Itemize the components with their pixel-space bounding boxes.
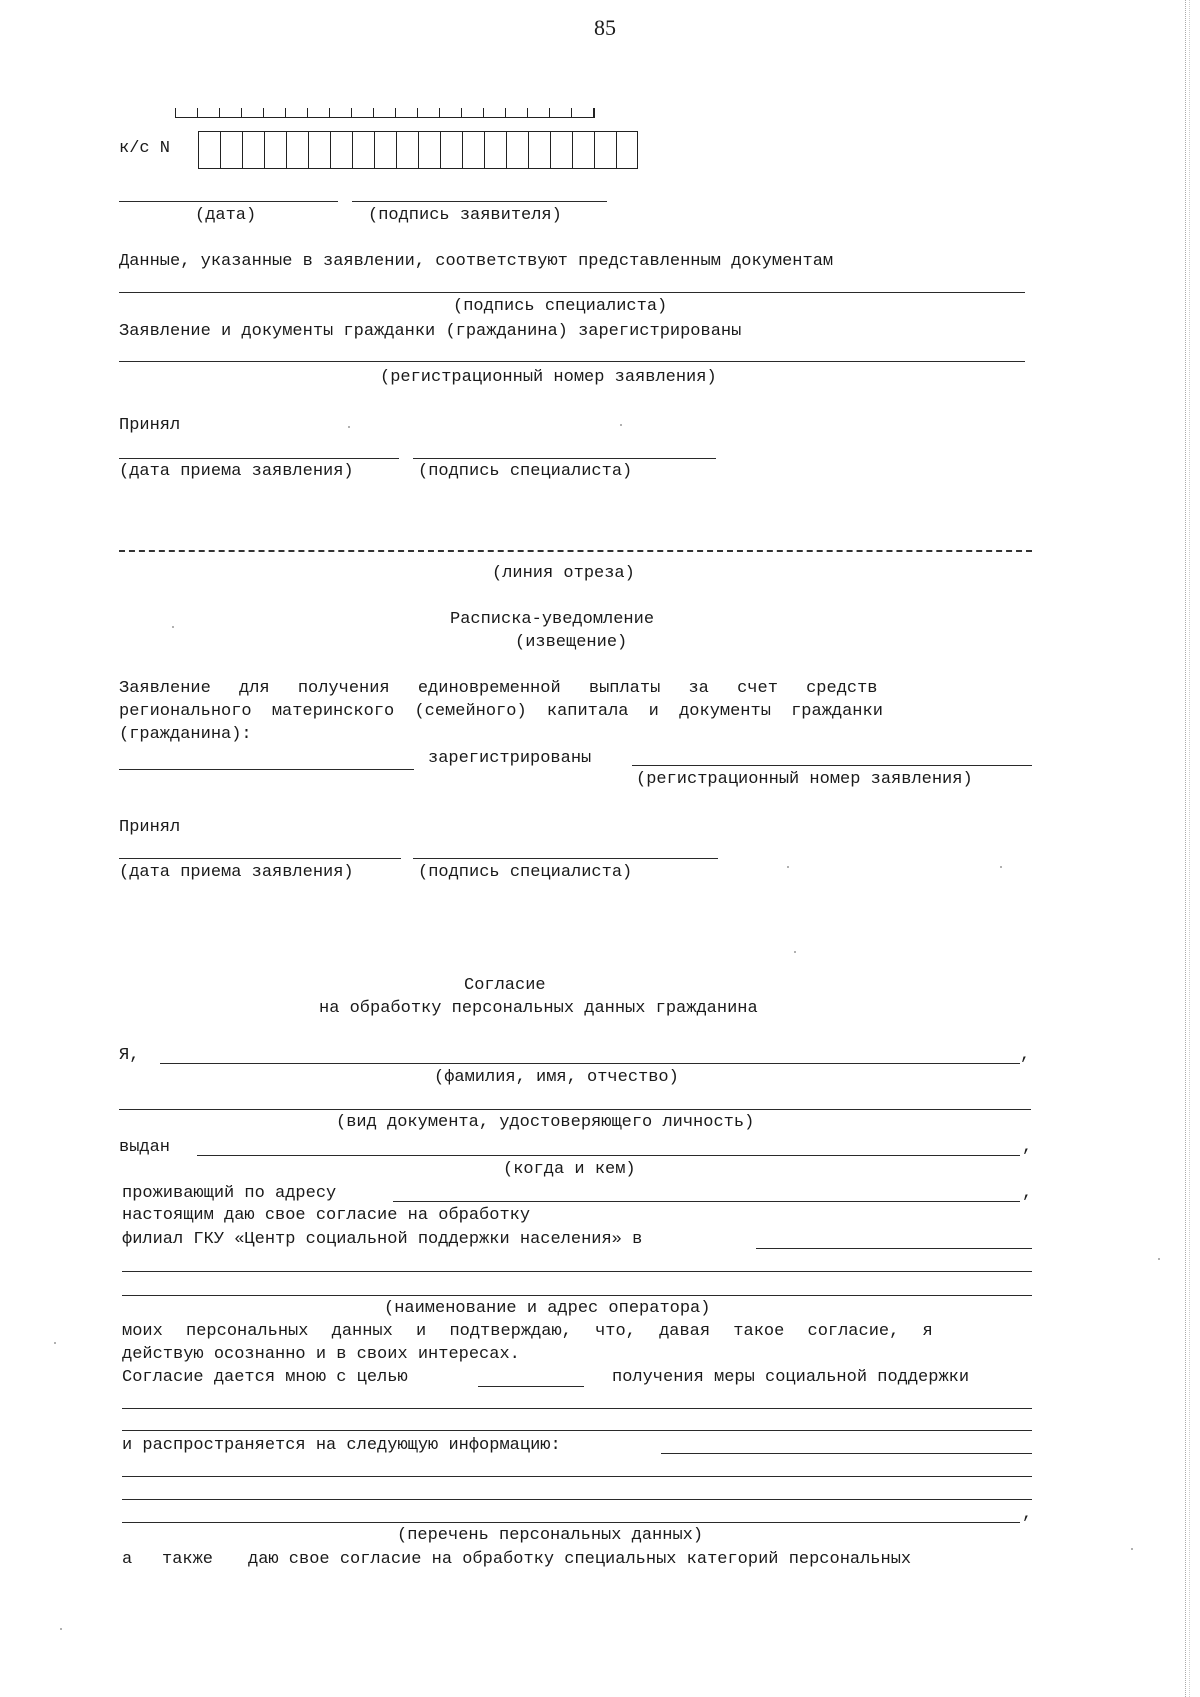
address-label: проживающий по адресу — [122, 1184, 337, 1203]
issued-caption: (когда и кем) — [503, 1160, 636, 1179]
document-caption: (вид документа, удостоверяющего личность) — [336, 1113, 755, 1132]
scan-speck — [1158, 1258, 1160, 1260]
goal-line-1[interactable] — [122, 1408, 1032, 1409]
receipt-line-2: регионального материнского (семейного) капитала и документы гражданки — [119, 702, 883, 721]
fio-comma: , — [1020, 1046, 1031, 1065]
scan-edge — [1185, 0, 1190, 1697]
consent-subtitle: на обработку персональных данных гражданина — [319, 999, 758, 1018]
accept-2-signature-line[interactable] — [413, 858, 718, 859]
last-line-a: а — [122, 1550, 133, 1569]
branch-text: филиал ГКУ «Центр социальной поддержки населения» в — [122, 1230, 643, 1249]
registration-number-caption: (регистрационный номер заявления) — [380, 368, 717, 387]
receipt-title: Расписка-уведомление — [450, 610, 655, 629]
address-comma: , — [1022, 1184, 1033, 1203]
applicant-signature-line[interactable] — [352, 201, 607, 202]
extends-line[interactable] — [661, 1453, 1032, 1454]
consent-para-2: действую осознанно и в своих интересах. — [122, 1345, 520, 1364]
info-line-1[interactable] — [122, 1476, 1032, 1477]
account-number-boxes-top — [175, 108, 595, 118]
scan-speck — [60, 1628, 62, 1630]
scan-speck — [1131, 1548, 1133, 1550]
accept-signature-caption: (подпись специалиста) — [418, 462, 633, 481]
consent-title: Согласие — [464, 976, 546, 995]
scan-speck — [54, 1342, 56, 1344]
date-caption: (дата) — [195, 206, 257, 225]
scan-speck — [620, 424, 622, 426]
info-comma: , — [1022, 1505, 1033, 1524]
scan-speck — [348, 426, 350, 428]
accept-date-line[interactable] — [119, 458, 399, 459]
accept-2-signature-caption: (подпись специалиста) — [418, 863, 633, 882]
specialist-signature-caption: (подпись специалиста) — [453, 297, 668, 316]
info-line-2[interactable] — [122, 1499, 1032, 1500]
extends-text: и распространяется на следующую информацию: — [122, 1436, 561, 1455]
accept-2-date-line[interactable] — [119, 858, 401, 859]
accepted-label: Принял — [119, 416, 181, 435]
operator-line-2[interactable] — [122, 1295, 1032, 1296]
cut-line-caption: (линия отреза) — [492, 564, 635, 583]
operator-line-1[interactable] — [122, 1271, 1032, 1272]
receipt-applicant-line[interactable] — [119, 769, 414, 770]
last-line-b: также — [162, 1550, 214, 1569]
scan-speck — [172, 626, 174, 628]
applicant-signature-caption: (подпись заявителя) — [368, 206, 562, 225]
accepted-2-label: Принял — [119, 818, 181, 837]
specialist-signature-line[interactable] — [119, 292, 1025, 293]
goal-text-b: получения меры социальной поддержки — [612, 1368, 970, 1387]
consent-ya: Я, — [119, 1046, 140, 1065]
receipt-line-3: (гражданина): — [119, 725, 252, 744]
list-caption: (перечень персональных данных) — [397, 1526, 704, 1545]
fio-caption: (фамилия, имя, отчество) — [434, 1068, 679, 1087]
page-number: 85 — [594, 15, 616, 40]
scan-speck — [1000, 866, 1002, 868]
operator-caption: (наименование и адрес оператора) — [384, 1299, 711, 1318]
accept-2-date-caption: (дата приема заявления) — [119, 863, 354, 882]
info-line-3[interactable] — [122, 1522, 1020, 1523]
registration-number-line[interactable] — [119, 361, 1025, 362]
accept-signature-line[interactable] — [413, 458, 716, 459]
receipt-subtitle: (извещение) — [515, 633, 628, 652]
issued-line[interactable] — [197, 1155, 1020, 1156]
document-line[interactable] — [119, 1109, 1031, 1110]
goal-text-a: Согласие дается мною с целью — [122, 1368, 408, 1387]
date-line[interactable] — [119, 201, 338, 202]
receipt-line-1: Заявление для получения единовременной выплаты за счет средств — [119, 679, 878, 698]
receipt-registration-caption: (регистрационный номер заявления) — [636, 770, 973, 789]
accept-date-caption: (дата приема заявления) — [119, 462, 354, 481]
issued-label: выдан — [119, 1138, 171, 1157]
consent-para-1: моих персональных данных и подтверждаю, что, давая такое согласие, я — [122, 1322, 933, 1341]
issued-comma: , — [1022, 1138, 1033, 1157]
registered-text: Заявление и документы гражданки (гражданина) зарегистрированы — [119, 322, 742, 341]
last-line-c: даю свое согласие на обработку специальных категорий персональных — [248, 1550, 912, 1569]
cut-line — [119, 550, 1032, 552]
scan-speck — [787, 866, 789, 868]
goal-line-2[interactable] — [122, 1430, 1032, 1431]
receipt-registered: зарегистрированы — [428, 749, 592, 768]
account-number-boxes[interactable] — [198, 131, 638, 169]
address-line[interactable] — [393, 1201, 1020, 1202]
verify-text: Данные, указанные в заявлении, соответствуют представленным документам — [119, 252, 834, 271]
agree-text: настоящим даю свое согласие на обработку — [122, 1206, 531, 1225]
branch-line[interactable] — [756, 1248, 1032, 1249]
scan-speck — [794, 951, 796, 953]
receipt-registration-line[interactable] — [632, 765, 1032, 766]
goal-line-short[interactable] — [478, 1386, 584, 1387]
account-label: к/с N — [119, 139, 171, 158]
fio-line[interactable] — [160, 1063, 1020, 1064]
